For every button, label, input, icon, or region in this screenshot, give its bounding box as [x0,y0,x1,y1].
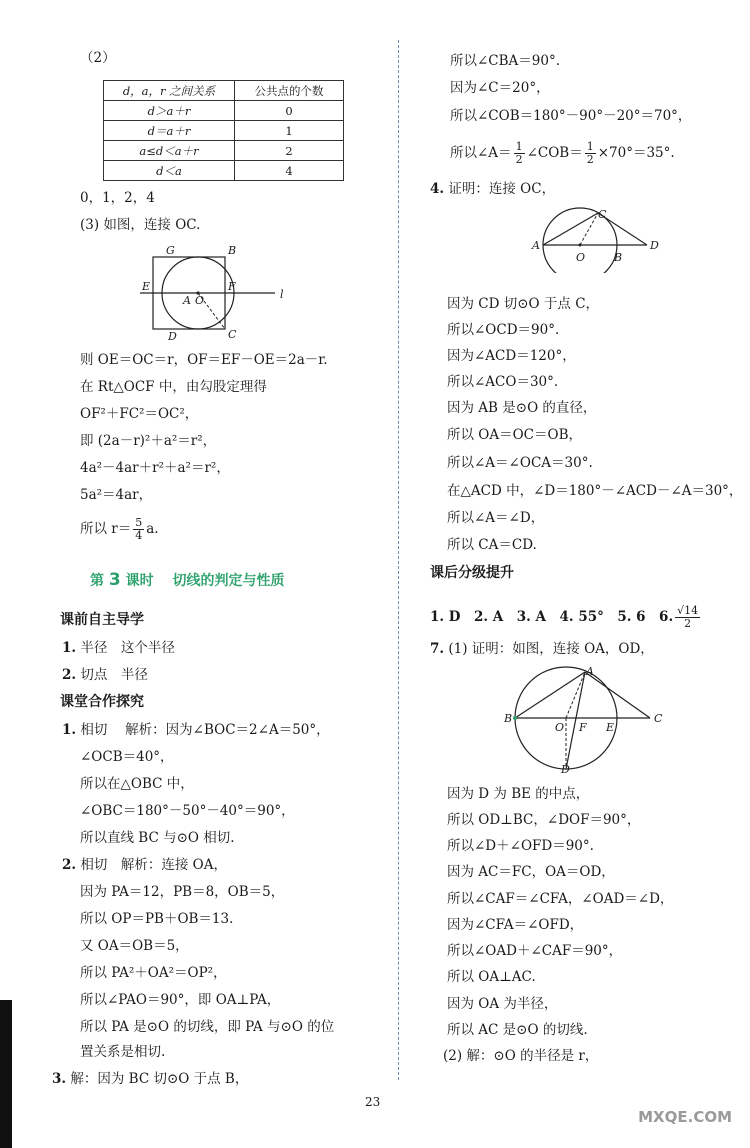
q7-line: 所以 AC 是⊙O 的切线. [447,1022,588,1038]
fig1-label-a: A [183,294,191,307]
q2-line: 所以 PA²＋OA²＝OP²， [80,965,227,981]
item-number: 7. [430,641,445,657]
q2-line: 所以 PA 是⊙O 的切线，即 PA 与⊙O 的位 [80,1019,335,1035]
page-number: 23 [365,1095,381,1109]
q4-line: 因为∠ACD＝120°， [447,348,576,364]
q1-line: ∠OBC＝180°－50°－40°＝90°， [80,803,295,819]
fig2-label-a: A [532,239,540,252]
q2-line: 因为 PA＝12，PB＝8，OB＝5， [80,884,285,900]
numerator: 5 [135,516,143,529]
figure-tangent-circle [530,205,670,273]
q3-line [52,1071,248,1087]
q4-line: 所以 CA＝CD. [447,537,537,553]
item-text: 切点 半径 [80,667,148,683]
q4-line: 因为 AB 是⊙O 的直径， [447,400,597,416]
fig1-label-g: G [166,244,175,257]
derivation-line: 则 OE＝OC＝r，OF＝EF－OE＝2a－r. [80,352,328,368]
lesson-topic: 切线的判定与性质 [172,573,285,589]
table-cell: d＞a＋r [104,101,235,121]
q2-line: 所以 OP＝PB＋OB＝13. [80,911,234,927]
point-b [513,716,517,720]
q3-continued: 所以∠COB＝180°－90°－20°＝70°， [450,108,692,124]
fig3-label-e: E [606,721,615,734]
fig1-label-d: D [168,330,177,342]
numerator: 1 [586,140,594,153]
item-number: 2. [62,667,77,683]
item-number: 2. [62,857,77,873]
center-point [579,244,582,247]
fig1-label-c: C [228,328,237,341]
section-heading: 课前自主导学 [60,612,144,628]
q4-line: 所以 OA＝OC＝OB， [447,427,582,443]
q4-line: 在△ACD 中，∠D＝180°－∠ACD－∠A＝30°， [447,483,743,499]
q7-line: 所以 OA⊥AC. [447,969,536,985]
segment-ba [515,672,585,718]
q7-line: 所以∠D＋∠OFD＝90°. [447,838,594,854]
item-text: 相切 解析：连接 OA， [80,857,227,873]
q1-line: 所以在△OBC 中， [80,776,194,792]
lesson-title-prefix: 第 [90,573,104,589]
numerator: 1 [515,140,523,153]
r-result [80,516,159,542]
q7-line: 所以 OD⊥BC，∠DOF＝90°， [447,812,641,828]
fig1-label-e: E [142,280,151,293]
q7-line: 因为 OA 为半径， [447,996,558,1012]
fraction [585,141,596,166]
derivation-line: 5a²＝4ar， [80,487,153,503]
table-cell: 4 [235,161,344,181]
item-text: 解：因为 BC 切⊙O 于点 B， [70,1071,249,1087]
fig1-label-l: l [280,288,284,301]
q1-line: ∠OCB＝40°， [80,749,174,765]
item-text: (1) 证明：如图，连接 OA，OD， [448,641,654,657]
q7-line: 因为 D 为 BE 的中点， [447,786,590,802]
fig2-label-b: B [614,251,623,264]
angle-result-prefix: 所以∠A＝ [450,145,512,161]
answers-line [430,604,702,630]
relation-table [103,80,344,181]
q3-continued: 因为∠C＝20°， [450,80,550,96]
section-heading: 课后分级提升 [430,565,514,581]
fig1-label-b: B [228,244,237,257]
table-cell: a≤d＜a＋r [104,141,235,161]
list-item [62,667,148,683]
part3-label: (3) 如图，连接 OC. [80,217,201,233]
q7-head [430,641,654,657]
q7-line: 因为 AC＝FC，OA＝OD， [447,864,615,880]
lesson-number: 3 [108,570,121,590]
table-cell: 0 [235,101,344,121]
item-number: 1. [62,640,77,656]
fraction [675,605,700,630]
q1-line [62,722,330,738]
lesson-title [90,572,284,589]
fig3-label-d: D [561,763,570,775]
segment-ac [543,213,598,245]
fig1-label-o: O [195,294,205,307]
lesson-title-mid: 课时 [125,573,154,589]
q7-line: 所以∠CAF＝∠CFA，∠OAD＝∠D， [447,891,674,907]
denominator: 4 [135,529,143,542]
q1-line: 所以直线 BC 与⊙O 相切. [80,830,235,846]
part2-label: （2） [80,50,116,66]
q4-head [430,181,555,197]
item-text: 相切 解析：因为∠BOC＝2∠A＝50°， [80,722,330,738]
fig3-label-c: C [654,712,663,725]
site-watermark: MXQE.COM [638,1108,732,1126]
denominator: 2 [586,153,594,166]
derivation-line: 4a²－4ar＋r²＋a²＝r²， [80,460,230,476]
table-cell: d＝a＋r [104,121,235,141]
fig2-label-c: C [598,208,607,221]
q3-continued: 所以∠CBA＝90°. [450,53,561,69]
figure-square-circle [140,240,300,342]
fraction [133,517,144,542]
table-cell: 2 [235,141,344,161]
list-item [62,640,175,656]
fig3-label-f: F [579,721,587,734]
fig2-label-d: D [650,239,659,252]
table-header: 公共点的个数 [235,81,344,101]
item-number: 3. [52,1071,67,1087]
angle-result [450,140,675,166]
derivation-line: 在 Rt△OCF 中，由勾股定理得 [80,379,267,395]
fig3-label-a: A [586,665,594,678]
table-row [104,141,344,161]
q2-line: 又 OA＝OB＝5， [80,938,189,954]
scan-edge-shadow [0,1000,12,1148]
item-text: 半径 这个半径 [80,640,175,656]
denominator: 2 [515,153,523,166]
fig2-label-o: O [576,251,586,264]
table-cell: d＜a [104,161,235,181]
r-result-suffix: a. [146,521,159,537]
table-row [104,101,344,121]
denominator: 2 [684,617,692,630]
fig3-label-b: B [504,712,513,725]
table-cell: 1 [235,121,344,141]
figure-circle-tangent-ac [500,665,670,775]
table-row [104,161,344,181]
q4-line: 所以∠OCD＝90°. [447,322,560,338]
q4-line: 因为 CD 切⊙O 于点 C， [447,296,600,312]
q4-line: 所以∠A＝∠OCA＝30°. [447,455,593,471]
item-number: 4. [430,181,445,197]
column-divider [398,40,399,1080]
angle-result-suffix: ×70°＝35°. [597,145,675,161]
q7-line: 因为∠CFA＝∠OFD， [447,917,584,933]
fig3-label-o: O [555,721,565,734]
q2-line [62,857,227,873]
q2-line: 所以∠PAO＝90°，即 OA⊥PA， [80,992,281,1008]
table-header: d，a，r 之间关系 [104,81,235,101]
derivation-line: 即 (2a－r)²＋a²＝r²， [80,433,217,449]
segment-ac [585,672,650,718]
q4-line: 所以∠ACO＝30°. [447,374,559,390]
r-result-prefix: 所以 r＝ [80,521,132,537]
q7-line: 所以∠OAD＋∠CAF＝90°， [447,943,623,959]
section-heading: 课堂合作探究 [60,694,144,710]
fraction [514,141,525,166]
answers-text: 1. D 2. A 3. A 4. 55° 5. 6 6. [430,609,674,625]
fig1-label-f: F [228,280,236,293]
table-row [104,121,344,141]
item-text: 证明：连接 OC， [448,181,556,197]
derivation-line: OF²＋FC²＝OC²， [80,406,199,422]
angle-result-mid: ∠COB＝ [526,145,583,161]
answer-counts: 0，1，2，4 [80,190,155,206]
q4-line: 所以∠A＝∠D， [447,510,545,526]
q2-line: 置关系是相切. [80,1044,166,1060]
numerator: √14 [677,604,699,617]
q7-line: (2) 解：⊙O 的半径是 r， [443,1048,599,1064]
item-number: 1. [62,722,77,738]
